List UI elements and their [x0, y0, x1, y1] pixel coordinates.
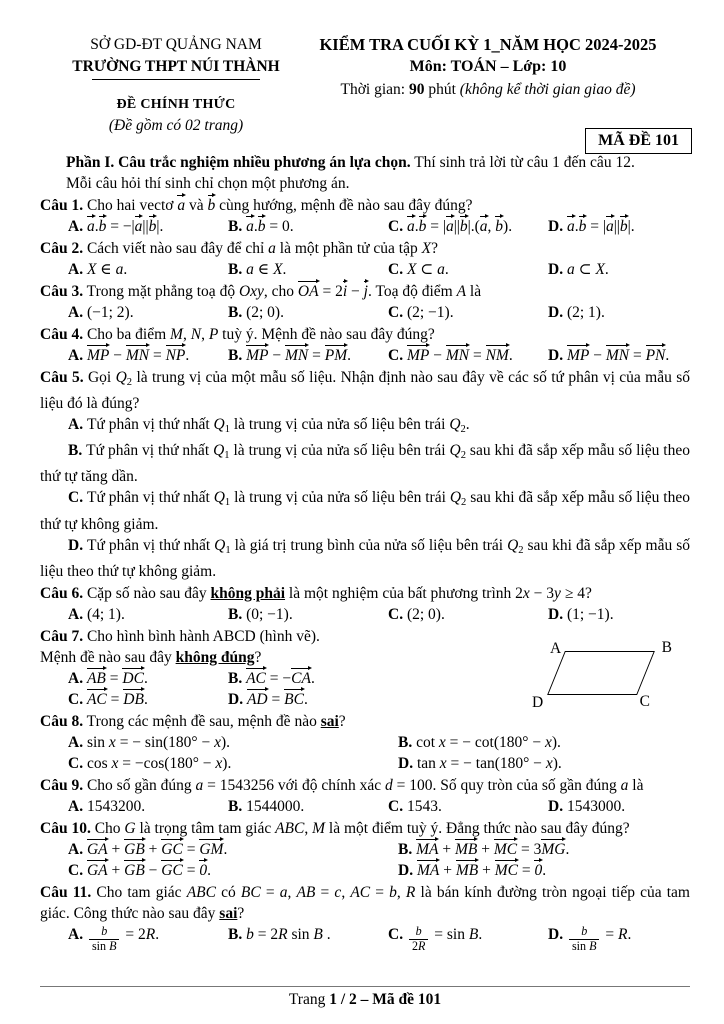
part1-heading	[40, 152, 690, 173]
options-row	[40, 302, 690, 323]
vector: GB	[124, 861, 145, 879]
question-6	[40, 583, 690, 625]
vector: 0	[199, 861, 208, 879]
school-name: TRƯỜNG THPT NÚI THÀNH	[72, 58, 280, 75]
page-number-prefix: Trang	[288, 991, 330, 1008]
exam-code-box: MÃ ĐỀ 101	[585, 128, 692, 154]
question-label: Câu 4.	[40, 326, 84, 343]
option-label: D.	[398, 861, 417, 879]
figure-label-B: B	[661, 638, 672, 656]
option-label: B.	[228, 669, 247, 687]
option-A: A. $\frac{b}{\text{sin B}}$ = 2R.	[68, 923, 160, 953]
question-label: Câu 9.	[40, 776, 84, 794]
option-label: B.	[398, 733, 417, 751]
part1-intro	[40, 152, 690, 194]
question-4	[40, 324, 690, 366]
option-label: C.	[68, 690, 87, 708]
option-D: D. 1543000.	[548, 797, 626, 815]
option-D: D. a.b = |a||b|.	[548, 218, 635, 235]
option-C: C. GA + GB − GC = 0.	[68, 861, 211, 879]
option-label: D.	[548, 218, 567, 235]
option-label: D.	[548, 261, 567, 278]
vector: b	[257, 218, 266, 235]
option-label: C.	[68, 754, 87, 772]
vector: MP	[566, 347, 590, 364]
option-label: B.	[228, 347, 247, 364]
option-label: C.	[388, 218, 407, 235]
vector: MA	[416, 840, 439, 858]
vector: MP	[86, 347, 110, 364]
question-3	[40, 281, 690, 323]
options-row	[40, 216, 690, 237]
option-D: D. Tứ phân vị thứ nhất $Q_1$ là giá trị trung bình của nửa số liệu bên trái $Q_2$ sau khi đã sắp xếp mẫu số liệu theo thứ tự không giảm.	[40, 536, 690, 580]
option-label: D.	[548, 925, 567, 943]
vector: a	[134, 218, 143, 235]
vector: a	[177, 197, 186, 214]
vector: a	[86, 218, 95, 235]
exam-subject: Môn: TOÁN – Lớp: 10	[409, 58, 567, 75]
option-label: D.	[548, 304, 567, 321]
vector: AD	[246, 690, 268, 708]
option-label: A.	[68, 840, 87, 858]
option-label: A.	[68, 347, 87, 364]
option-D: D. AD = BC.	[228, 690, 308, 708]
question-stem-line2: Mệnh đề nào sau đây không đúng?	[40, 648, 262, 666]
vector: 0	[534, 861, 543, 879]
option-A: A. GA + GB + GC = GM.	[68, 840, 228, 858]
question-5	[40, 367, 690, 582]
vector: AB	[86, 669, 106, 687]
option-C: C. a.b = |a||b|.(a, b).	[388, 218, 513, 235]
option-D: D. tan x = − tan(180° − x).	[398, 754, 562, 772]
vector: a	[605, 218, 614, 235]
option-C: C. X ⊂ a.	[388, 261, 449, 278]
option-label: D.	[548, 605, 567, 623]
vector: b	[207, 197, 216, 214]
options-row	[40, 604, 690, 625]
options-row	[40, 796, 690, 817]
option-C: C. (2; −1).	[388, 304, 454, 321]
exam-title: KIỂM TRA CUỐI KỲ 1_NĂM HỌC 2024-2025	[319, 35, 657, 54]
question-label: Câu 11.	[40, 883, 92, 901]
vector: GC	[161, 861, 183, 879]
option-label: C.	[388, 797, 407, 815]
vector: b	[459, 218, 468, 235]
exam-header	[40, 34, 690, 136]
question-8	[40, 711, 690, 774]
figure-label-D: D	[532, 693, 544, 711]
vector: a	[406, 218, 415, 235]
option-label: C.	[388, 347, 407, 364]
page-number	[40, 989, 690, 1010]
option-C: C. (2; 0).	[388, 605, 445, 623]
option-label: A.	[68, 797, 87, 815]
exam-title-block	[312, 34, 690, 136]
question-stem: Câu 6. Cặp số nào sau đây không phải là một nghiệm của bất phương trình 2x − 3y ≥ 4?	[40, 584, 592, 602]
option-B: B. Tứ phân vị thứ nhất $Q_1$ là trung vị của nửa số liệu bên trái $Q_2$ sau khi đã sắp xếp mẫu số liệu theo thứ tự tăng dần.	[40, 442, 690, 486]
parallelogram-figure	[522, 638, 674, 711]
vector: MN	[284, 347, 309, 364]
option-label: B.	[228, 261, 247, 278]
option-label: C.	[68, 489, 87, 507]
vector: PN	[645, 347, 666, 364]
option-A: A. MP − MN = NP.	[68, 347, 190, 364]
vector: MA	[416, 861, 440, 879]
option-B: B. a ∈ X.	[228, 261, 287, 278]
vector: a	[566, 218, 575, 235]
question-stem: Câu 9. Cho số gần đúng a = 1543256 với độ chính xác d = 100. Số quy tròn của số gần đúng a là	[40, 776, 644, 794]
options-row	[40, 839, 690, 881]
option-A: A. (−1; 2).	[68, 304, 134, 321]
vector: a	[246, 218, 254, 235]
option-label: C.	[388, 925, 407, 943]
vector: GA	[86, 861, 108, 879]
question-1	[40, 195, 690, 237]
vector: MP	[246, 347, 269, 364]
question-stem: Câu 5. Gọi $Q_2$ là trung vị của một mẫu số liệu. Nhận định nào sau đây về các số tứ phân vị của mẫu số liệu đó là đúng?	[40, 369, 691, 413]
question-label: Câu 2.	[40, 240, 84, 257]
option-B: B. 1544000.	[228, 797, 305, 815]
question-stem: Câu 7. Cho hình bình hành ABCD (hình vẽ).	[40, 627, 320, 645]
page-number-bold: 1 / 2 – Mã đề 101	[329, 991, 442, 1008]
option-B: B. cot x = − cot(180° − x).	[398, 733, 561, 751]
option-label: C.	[388, 605, 407, 623]
option-C: C. MP − MN = NM.	[388, 347, 513, 364]
vector: NP	[165, 347, 186, 364]
option-A: A. 1543200.	[68, 797, 146, 815]
figure-label-A: A	[550, 639, 562, 657]
option-D: D. a ⊂ X.	[548, 261, 609, 278]
vector: i	[342, 283, 348, 300]
question-10	[40, 818, 690, 881]
option-B: B. AC = −CA.	[228, 669, 315, 687]
figure-label-C: C	[639, 692, 650, 710]
vector: MP	[406, 347, 430, 364]
vector: AC	[86, 690, 107, 708]
part1-instructions: Mỗi câu hỏi thí sinh chỉ chọn một phương án.	[66, 175, 350, 192]
vector: MC	[493, 840, 518, 858]
question-2	[40, 238, 690, 280]
vector: b	[495, 218, 504, 235]
option-label: D.	[548, 347, 567, 364]
question-label: Câu 1.	[40, 197, 84, 214]
duration-unit: phút	[424, 81, 460, 98]
option-B: B. a.b = 0.	[228, 218, 294, 235]
exam-pages-note: (Đề gồm có 02 trang)	[108, 117, 244, 134]
vector: MN	[125, 347, 150, 364]
question-stem: Câu 4. Cho ba điểm M, N, P tuỳ ý. Mệnh đề nào sau đây đúng?	[40, 326, 435, 343]
option-label: A.	[68, 669, 87, 687]
options-row	[40, 345, 690, 366]
option-label: C.	[68, 861, 87, 879]
option-A: A. (4; 1).	[68, 605, 125, 623]
question-label: Câu 8.	[40, 712, 84, 730]
options-row	[40, 414, 690, 582]
question-stem: Câu 11. Cho tam giác ABC có BC = a, AB = c, AC = b, R là bán kính đường tròn ngoại tiếp của tam giác. Công thức nào sau đây sai?	[40, 883, 690, 922]
vector: MC	[494, 861, 518, 879]
question-7	[40, 626, 690, 710]
option-A: A. X ∈ a.	[68, 261, 128, 278]
option-B: B. b = 2R sin B .	[228, 925, 331, 943]
option-label: B.	[68, 442, 87, 460]
vector: a	[445, 218, 454, 235]
exam-duration	[312, 79, 664, 100]
option-label: B.	[228, 605, 247, 623]
vector: DC	[122, 669, 144, 687]
option-B: B. MA + MB + MC = 3MG.	[398, 840, 570, 858]
option-label: B.	[228, 797, 247, 815]
option-C: C. cos x = −cos(180° − x).	[68, 754, 232, 772]
duration-minutes: 90	[408, 81, 425, 98]
question-stem: Câu 1. Cho hai vectơ a và b cùng hướng, mệnh đề nào sau đây đúng?	[40, 197, 473, 214]
option-D: D. $\frac{b}{\text{sin B}}$ = R.	[548, 923, 632, 953]
vector: GM	[199, 840, 224, 858]
option-label: B.	[228, 218, 247, 235]
vector: b	[578, 218, 587, 235]
vector: GA	[86, 840, 108, 858]
option-C: C. Tứ phân vị thứ nhất $Q_1$ là trung vị của nửa số liệu bên trái $Q_2$ sau khi đã sắp xếp mẫu số liệu theo thứ tự không giảm.	[40, 489, 690, 533]
part1-heading-bold: Phần I. Câu trắc nghiệm nhiều phương án lựa chọn.	[66, 154, 411, 171]
footer-rule	[40, 986, 690, 987]
option-label: B.	[398, 840, 417, 858]
option-C: C. $\frac{b}{2R}$ = sin B.	[388, 923, 483, 953]
vector: NM	[485, 347, 509, 364]
option-D: D. (2; 1).	[548, 304, 605, 321]
option-label: D.	[228, 690, 247, 708]
option-label: A.	[68, 218, 87, 235]
question-label: Câu 10.	[40, 819, 91, 837]
school-department: SỞ GD-ĐT QUẢNG NAM	[90, 36, 262, 53]
option-A: A. Tứ phân vị thứ nhất $Q_1$ là trung vị của nửa số liệu bên trái $Q_2$.	[68, 416, 470, 436]
vector: PM	[324, 347, 348, 364]
question-9	[40, 775, 690, 817]
question-stem: Câu 8. Trong các mệnh đề sau, mệnh đề nào sai?	[40, 712, 346, 730]
exam-type-label: ĐỀ CHÍNH THỨC	[116, 97, 236, 112]
option-label: A.	[68, 925, 87, 943]
question-label: Câu 7.	[40, 627, 84, 645]
vector: BC	[284, 690, 304, 708]
option-B: B. MP − MN = PM.	[228, 347, 351, 364]
option-label: C.	[388, 304, 407, 321]
option-label: D.	[68, 536, 88, 554]
vector: AC	[246, 669, 266, 687]
option-label: D.	[398, 754, 417, 772]
option-label: B.	[228, 304, 247, 321]
vector: OA	[297, 283, 319, 300]
vector: MB	[454, 840, 478, 858]
question-stem: Câu 3. Trong mặt phẳng toạ độ Oxy, cho OA = 2i − j. Toạ độ điểm A là	[40, 283, 482, 300]
school-name-underline	[92, 79, 260, 80]
school-block	[40, 34, 312, 136]
vector: CA	[291, 669, 311, 687]
question-label: Câu 6.	[40, 584, 84, 602]
options-row	[40, 732, 690, 774]
option-C: C. 1543.	[388, 797, 442, 815]
vector: j	[363, 283, 368, 300]
options-row	[40, 259, 690, 280]
option-label: A.	[68, 304, 87, 321]
option-label: A.	[68, 261, 87, 278]
option-label: A.	[68, 416, 87, 434]
question-label: Câu 5.	[40, 369, 84, 386]
vector: b	[98, 218, 107, 235]
option-B: B. (0; −1).	[228, 605, 293, 623]
vector: GC	[161, 840, 183, 858]
vector: b	[418, 218, 427, 235]
option-label: B.	[228, 925, 247, 943]
questions-list	[40, 195, 690, 954]
option-B: B. (2; 0).	[228, 304, 284, 321]
option-label: D.	[548, 797, 567, 815]
option-D: D. (1; −1).	[548, 605, 614, 623]
option-A: A. a.b = −|a||b|.	[68, 218, 164, 235]
question-label: Câu 3.	[40, 283, 84, 300]
question-stem: Câu 10. Cho G là trọng tâm tam giác ABC, M là một điểm tuỳ ý. Đẳng thức nào sau đây đúng?	[40, 819, 630, 837]
options-row	[40, 668, 413, 710]
vector: DB	[123, 690, 144, 708]
option-C: C. AC = DB.	[68, 690, 148, 708]
vector: b	[619, 218, 628, 235]
options-row	[40, 924, 690, 954]
vector: MG	[541, 840, 566, 858]
duration-note: (không kể thời gian giao đề)	[459, 81, 636, 98]
duration-prefix: Thời gian:	[340, 81, 409, 98]
vector: GB	[124, 840, 145, 858]
page-footer	[40, 986, 690, 1010]
option-A: A. sin x = − sin(180° − x).	[68, 733, 231, 751]
question-stem: Câu 2. Cách viết nào sau đây để chỉ a là một phần tử của tập X?	[40, 240, 438, 257]
vector: b	[148, 218, 157, 235]
option-label: A.	[68, 733, 87, 751]
vector: MN	[605, 347, 630, 364]
vector: MN	[445, 347, 470, 364]
option-D: D. MA + MB + MC = 0.	[398, 861, 547, 879]
option-label: C.	[388, 261, 407, 278]
option-A: A. AB = DC.	[68, 669, 148, 687]
vector: MB	[455, 861, 479, 879]
parallelogram-shape	[547, 651, 655, 695]
option-label: A.	[68, 605, 87, 623]
part1-heading-rest: Thí sinh trả lời từ câu 1 đến câu 12.	[410, 154, 635, 171]
vector: a	[479, 218, 488, 235]
question-11	[40, 882, 690, 954]
option-D: D. MP − MN = PN.	[548, 347, 670, 364]
